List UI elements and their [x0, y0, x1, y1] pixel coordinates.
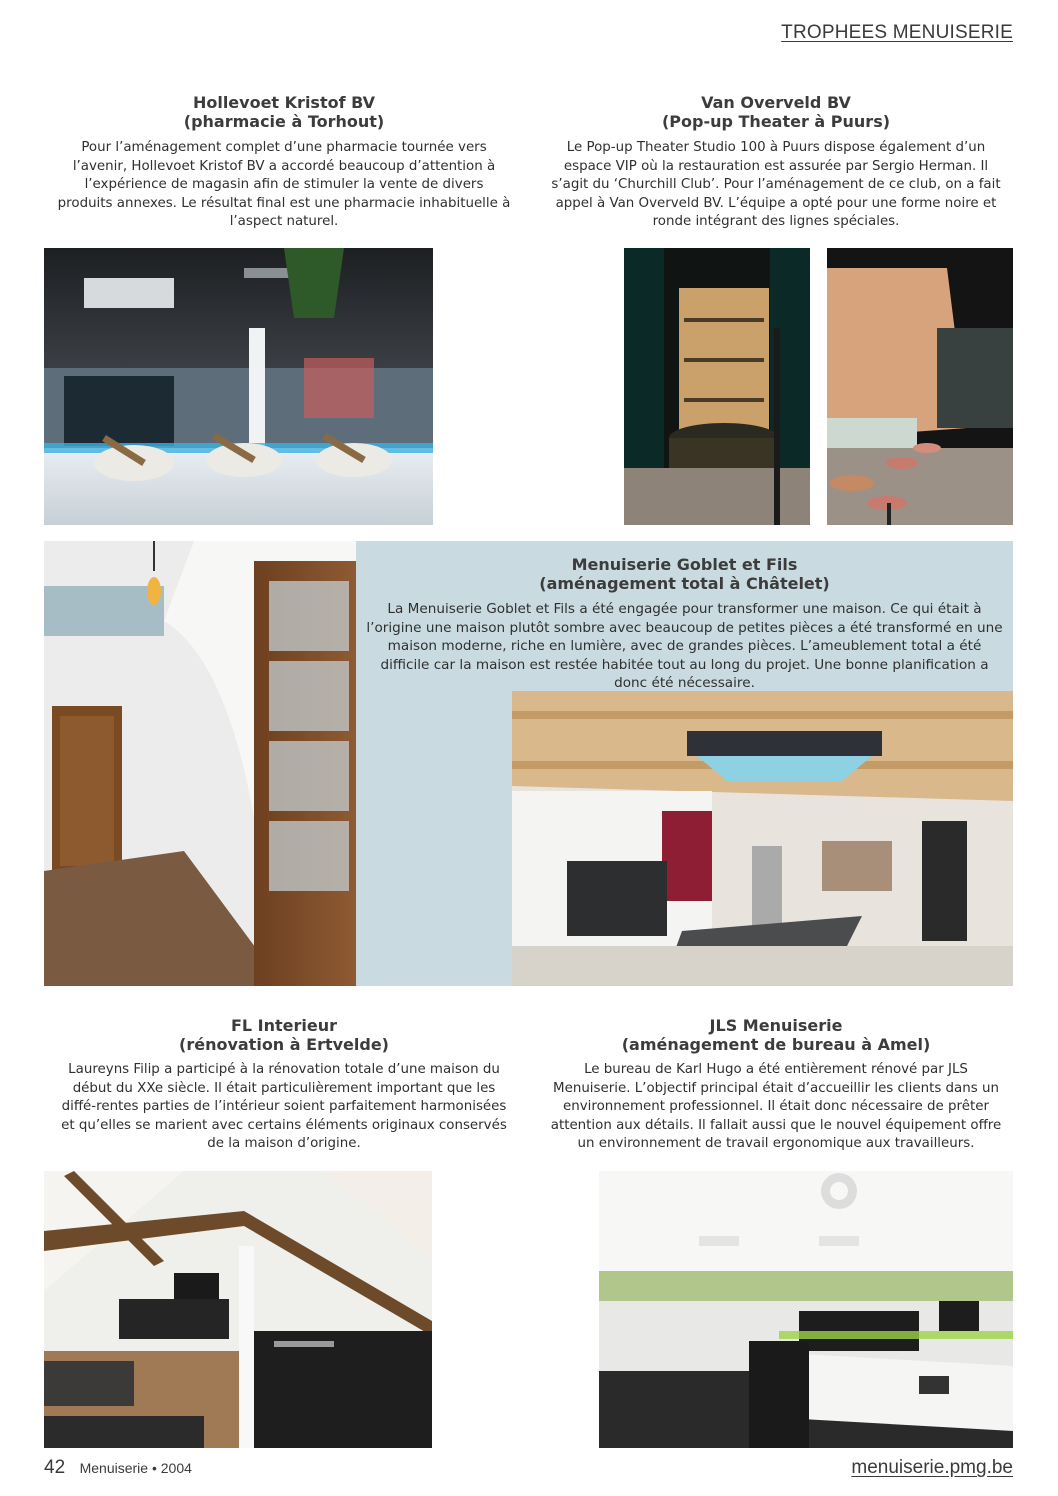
article-title [536, 93, 1016, 131]
article-subtitle-line: (pharmacie à Torhout) [183, 112, 385, 131]
article-subtitle-line: (aménagement total à Châtelet) [539, 574, 830, 593]
section-label: TROPHEES MENUISERIE [781, 22, 1013, 43]
article-subtitle-line: (rénovation à Ertvelde) [179, 1035, 389, 1054]
publication-name: Menuiserie • 2004 [79, 1460, 192, 1476]
kitchen-photo [512, 691, 1013, 986]
attic-living-room-photo [44, 1171, 432, 1448]
article-body: La Menuiserie Goblet et Fils a été engagée pour transformer une maison. Ce qui était à l’origine une maison plutôt sombre avec beaucoup de petites pièces a été transformé en une maison moderne, riche en lumière, avec de grandes pièces. L’ameublement total a été difficile car la maison est restée habitée tout au long du projet. Une bonne planification a donc été nécessaire. [366, 601, 1003, 692]
article-title-line: Van Overveld BV [701, 93, 851, 112]
article-title-line: Menuiserie Goblet et Fils [571, 555, 798, 574]
club-lounge-photo [827, 248, 1013, 525]
article-subtitle-line: (aménagement de bureau à Amel) [621, 1035, 931, 1054]
article-title [44, 1016, 524, 1054]
article-title [536, 1016, 1016, 1054]
article-title [356, 555, 1013, 593]
article-text-panel-lower [356, 691, 512, 986]
article-title [44, 93, 524, 131]
page-number: 42 [44, 1457, 66, 1478]
footer-publication [44, 1457, 192, 1479]
article-body: Le Pop-up Theater Studio 100 à Puurs dispose également d’un espace VIP où la restauration est assurée par Sergio Herman. Il s’agit du ‘Churchill Club’. Pour l’aménagement de ce club, on a fait appel à Van Overveld BV. L’équipe a opté pour une forme noire et ronde intégrant des lignes spéciales. [551, 140, 1001, 230]
website-link[interactable]: menuiserie.pmg.be [851, 1457, 1013, 1478]
article-body: Pour l’aménagement complet d’une pharmacie tournée vers l’avenir, Hollevoet Kristof BV a accordé beaucoup d’attention à l’expérience de magasin afin de stimuler la vente de divers produits annexes. Le résultat final est une pharmacie inhabituelle à l’aspect naturel. [57, 140, 511, 230]
article-title-line: Hollevoet Kristof BV [192, 93, 376, 112]
sliding-door-photo [44, 541, 356, 986]
article-body: Laureyns Filip a participé à la rénovation totale d’une maison du début du XXe siècle. Il était particulièrement important que les diffé-rentes parties de l’intérieur soient parfaitement harmonisées et qu’elles se marient avec certains éléments originaux conservés de la maison d’origine. [61, 1062, 507, 1152]
article-title-line: FL Interieur [230, 1016, 338, 1035]
pharmacy-interior-photo [44, 248, 433, 525]
office-photo [599, 1171, 1013, 1448]
club-bar-photo [624, 248, 810, 525]
article-body: Le bureau de Karl Hugo a été entièrement rénové par JLS Menuiserie. L’objectif principal était d’accueillir les clients dans un environnement professionnel. Il était donc nécessaire de prêter attention aux détails. Il fallait aussi que le nouvel équipement offre un environnement de travail ergonomique aux travailleurs. [550, 1062, 1002, 1152]
article-title-line: JLS Menuiserie [709, 1016, 843, 1035]
article-subtitle-line: (Pop-up Theater à Puurs) [661, 112, 891, 131]
